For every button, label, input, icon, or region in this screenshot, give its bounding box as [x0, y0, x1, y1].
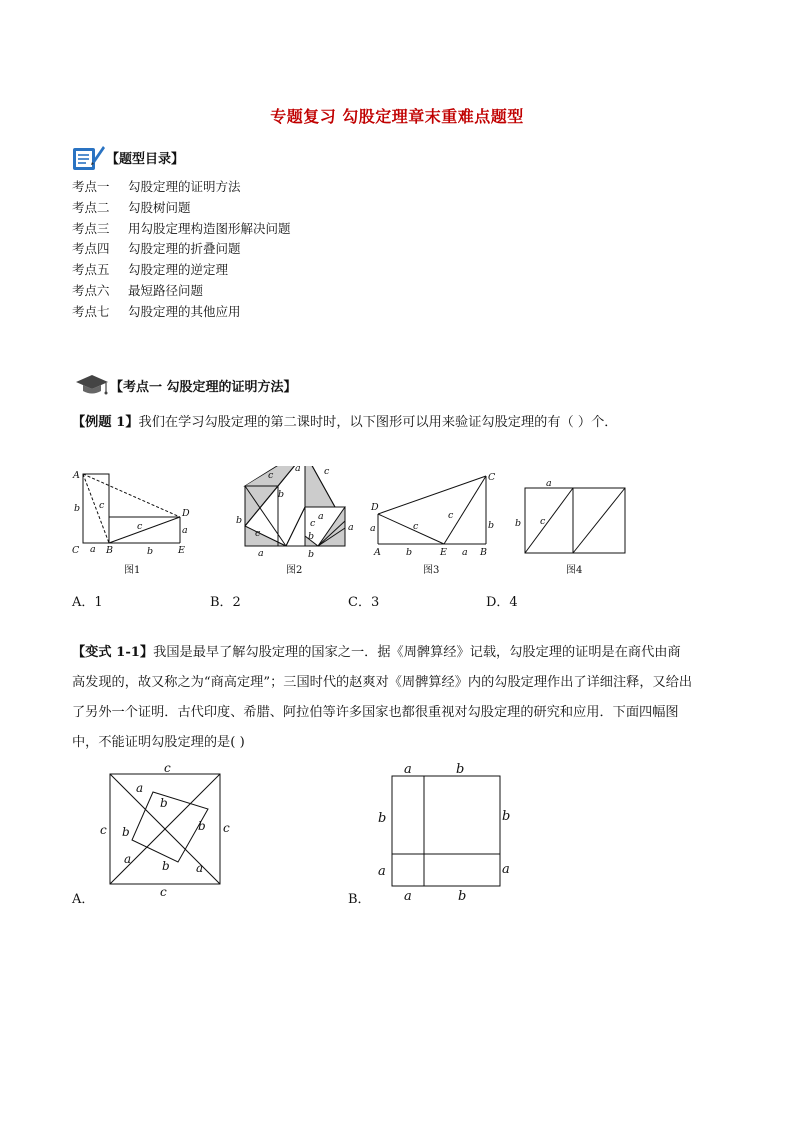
svg-text:c: c — [223, 821, 230, 835]
svg-text:b: b — [488, 520, 495, 531]
svg-text:B: B — [106, 545, 113, 556]
svg-text:b: b — [515, 518, 522, 529]
svg-text:a: a — [318, 511, 324, 522]
svg-text:B: B — [480, 547, 487, 558]
svg-text:b: b — [74, 503, 81, 514]
svg-text:c: c — [268, 470, 274, 481]
svg-text:D: D — [182, 508, 190, 519]
svg-text:c: c — [164, 761, 171, 775]
variant-question: 【变式 1-1】我国是最早了解勾股定理的国家之一．据《周髀算经》记载，勾股定理的证明是在商代由商 高发现的，故又称之为“商高定理”；三国时代的赵爽对《周髀算经》内的勾股定理作出了详细注释，又给出 了另外一个证明．古代印度、希腊、阿拉伯等许多国家也都很重视对勾股定理的研究和应用．下面四幅图 中，不能证明勾股定理的是( ) — [72, 645, 693, 750]
svg-text:C: C — [72, 545, 80, 556]
svg-text:b: b — [308, 549, 315, 560]
svg-text:a: a — [462, 547, 468, 558]
svg-text:a: a — [136, 781, 144, 795]
svg-text:图1: 图1 — [124, 565, 141, 576]
svg-text:C: C — [488, 472, 496, 483]
svg-text:A: A — [374, 547, 381, 558]
svg-text:a: a — [348, 522, 354, 533]
figure-3 — [378, 476, 486, 544]
svg-text:E: E — [440, 547, 447, 558]
svg-text:a: a — [182, 525, 188, 536]
svg-text:c: c — [160, 885, 167, 899]
svg-text:b: b — [160, 796, 168, 810]
toc-item[interactable]: 考点四 勾股定理的折叠问题 — [72, 241, 241, 257]
svg-text:a: a — [378, 864, 386, 879]
variant-option-a[interactable]: A． — [72, 892, 95, 907]
option-d[interactable]: D．4 — [486, 595, 518, 610]
option-c[interactable]: C．3 — [348, 595, 380, 610]
toc-item[interactable]: 考点三 用勾股定理构造图形解决问题 — [72, 220, 291, 236]
toc-item[interactable]: 考点五 勾股定理的逆定理 — [72, 262, 229, 278]
graduation-cap-icon — [74, 372, 110, 396]
svg-text:c: c — [413, 521, 419, 532]
page-title: 专题复习 勾股定理章末重难点题型 — [270, 107, 524, 126]
svg-text:a: a — [404, 889, 412, 904]
notepad-pencil-icon — [72, 142, 106, 172]
svg-text:图3: 图3 — [423, 565, 440, 576]
toc-item[interactable]: 考点一 勾股定理的证明方法 — [72, 179, 241, 194]
svg-text:D: D — [371, 502, 379, 513]
option-b[interactable]: B．2 — [210, 595, 241, 610]
svg-text:E: E — [178, 545, 185, 556]
svg-text:b: b — [308, 531, 315, 542]
svg-text:a: a — [295, 466, 301, 474]
svg-text:b: b — [502, 809, 511, 824]
svg-text:b: b — [458, 889, 467, 904]
variant-figure-a — [90, 760, 250, 900]
svg-text:c: c — [310, 518, 316, 529]
section-heading: 【考点一 勾股定理的证明方法】 — [110, 380, 297, 395]
svg-text:图2: 图2 — [286, 565, 303, 576]
svg-text:c: c — [540, 516, 546, 527]
figure-1 — [83, 474, 180, 543]
variant-figure-b — [368, 758, 528, 904]
svg-text:b: b — [162, 859, 170, 873]
svg-text:a: a — [90, 544, 96, 555]
svg-text:b: b — [147, 546, 154, 557]
example-figures — [68, 466, 638, 581]
toc-item[interactable]: 考点六 最短路径问题 — [72, 282, 204, 298]
toc-item[interactable]: 考点二 勾股树问题 — [72, 199, 191, 215]
svg-text:c: c — [255, 528, 261, 539]
option-a[interactable]: A．1 — [72, 595, 103, 610]
toc-item[interactable]: 考点七 勾股定理的其他应用 — [72, 303, 241, 319]
svg-text:a: a — [196, 861, 204, 875]
svg-text:b: b — [406, 547, 413, 558]
svg-text:a: a — [502, 862, 510, 877]
svg-text:b: b — [198, 819, 206, 833]
svg-text:a: a — [546, 478, 552, 489]
svg-text:b: b — [122, 825, 130, 839]
svg-text:a: a — [404, 762, 412, 777]
svg-text:a: a — [370, 523, 376, 534]
toc-heading: 【题型目录】 — [106, 152, 185, 167]
svg-text:a: a — [124, 852, 132, 866]
svg-text:c: c — [100, 823, 107, 837]
svg-text:b: b — [236, 515, 243, 526]
svg-text:c: c — [99, 500, 105, 511]
toc-list — [72, 177, 291, 323]
label: A — [73, 470, 80, 481]
svg-text:b: b — [378, 811, 387, 826]
example-question: 【例题 1】我们在学习勾股定理的第二课时时，以下图形可以用来验证勾股定理的有（ ）个． — [72, 415, 618, 430]
svg-text:图4: 图4 — [566, 565, 583, 576]
svg-text:c: c — [448, 510, 454, 521]
svg-text:b: b — [278, 489, 285, 500]
svg-text:c: c — [137, 521, 143, 532]
variant-option-b[interactable]: B． — [348, 892, 371, 907]
svg-text:b: b — [456, 762, 465, 777]
svg-text:c: c — [324, 466, 330, 477]
svg-text:a: a — [258, 548, 264, 559]
